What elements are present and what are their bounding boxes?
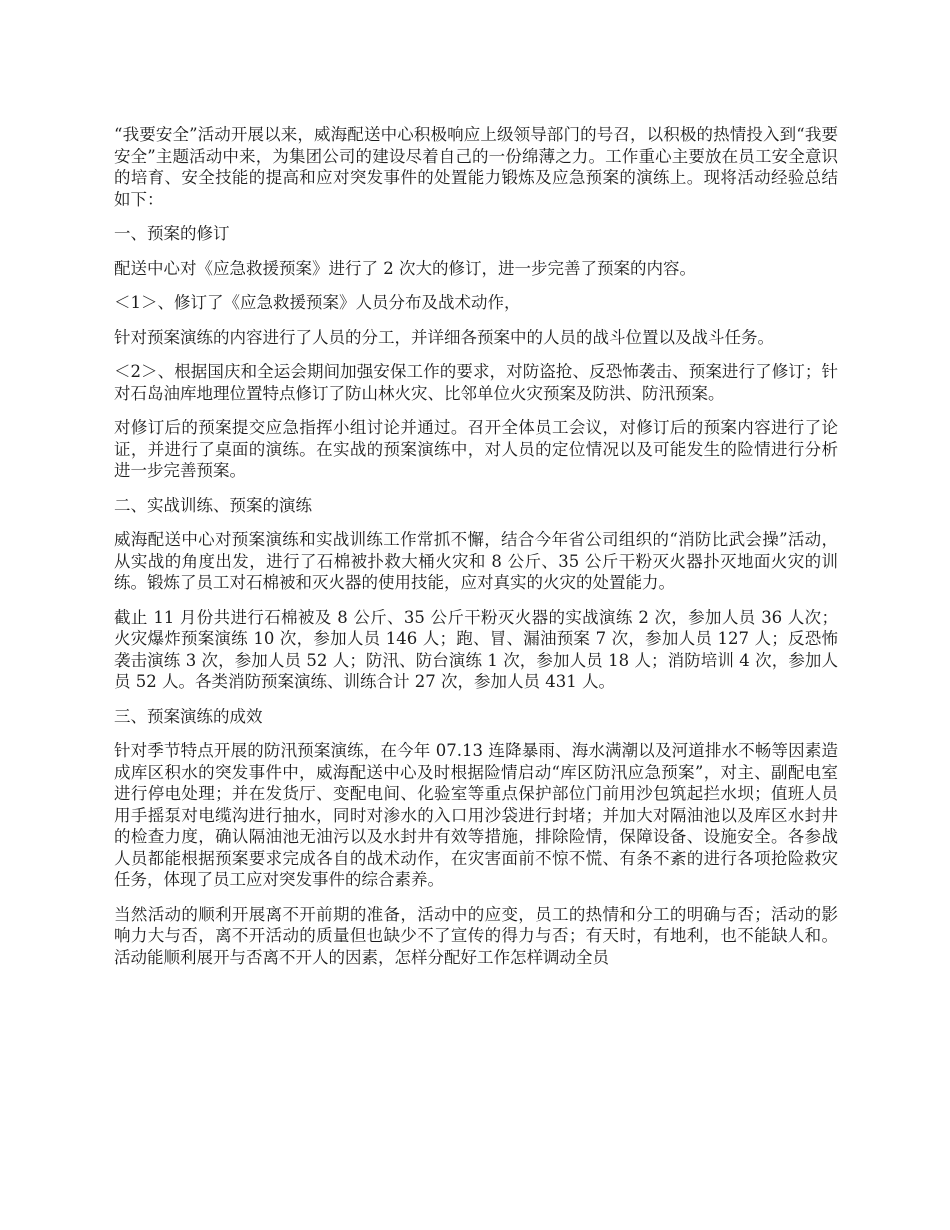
paragraph: 截止 11 月份共进行石棉被及 8 公斤、35 公斤干粉灭火器的实战演练 2 次，参加人员 36 人次；火灾爆炸预案演练 10 次，参加人员 146 人；跑、冒、漏油预案 7 次，参加人员 127 人；反恐怖袭击演练 3 次，参加人员 52 人；防汛、防台演练 1 次，参加人员 18 人；消防培训 4 次，参加人员 52 人。各类消防预案演练、训练合计 27 次，参加人员 431 人。 — [114, 607, 838, 691]
document-body — [114, 124, 838, 981]
paragraph: 针对预案演练的内容进行了人员的分工，并详细各预案中的人员的战斗位置以及战斗任务。 — [114, 327, 774, 347]
paragraph: 当然活动的顺利开展离不开前期的准备，活动中的应变，员工的热情和分工的明确与否；活动的影响力大与否，离不开活动的质量但也缺少不了宣传的得力与否；有天时，有地利，也不能缺人和。活动能顺利展开与否离不开人的因素，怎样分配好工作怎样调动全员 — [114, 904, 838, 967]
intro-paragraph: “我要安全”活动开展以来，威海配送中心积极响应上级领导部门的号召，以积极的热情投入到“我要安全”主题活动中来，为集团公司的建设尽着自己的一份绵薄之力。工作重心主要放在员工安全意识的培育、安全技能的提高和应对突发事件的处置能力锻炼及应急预案的演练上。现将活动经验总结如下： — [114, 125, 838, 209]
paragraph: 配送中心对《应急救援预案》进行了 2 次大的修订，进一步完善了预案的内容。 — [114, 258, 696, 278]
paragraph: 威海配送中心对预案演练和实战训练工作常抓不懈，结合今年省公司组织的“消防比武会操”活动，从实战的角度出发，进行了石棉被扑救大桶火灾和 8 公斤、35 公斤干粉灭火器扑灭地面火灾的训练。锻炼了员工对石棉被和灭火器的使用技能，应对真实的火灾的处置能力。 — [114, 530, 838, 592]
paragraph: ＜1＞、修订了《应急救援预案》人员分布及战术动作， — [114, 293, 521, 312]
paragraph: ＜2＞、根据国庆和全运会期间加强安保工作的要求，对防盗抢、反恐怖袭击、预案进行了修订；针对石岛油库地理位置特点修订了防山林火灾、比邻单位火灾预案及防洪、防汛预案。 — [114, 362, 838, 403]
paragraph: 对修订后的预案提交应急指挥小组讨论并通过。召开全体员工会议，对修订后的预案内容进行了论证，并进行了桌面的演练。在实战的预案演练中，对人员的定位情况以及可能发生的险情进行分析进一步完善预案。 — [114, 418, 838, 480]
paragraph: 针对季节特点开展的防汛预案演练，在今年 07.13 连降暴雨、海水满潮以及河道排水不畅等因素造成库区积水的突发事件中，威海配送中心及时根据险情启动“库区防汛应急预案”，对主、副配电室进行停电处理；并在发货厅、变配电间、化验室等重点保护部位门前用沙包筑起拦水坝；值班人员用手摇泵对电缆沟进行抽水，同时对渗水的入口用沙袋进行封堵；并加大对隔油池以及库区水封井的检查力度，确认隔油池无油污以及水封井有效等措施，排除险情，保障设备、设施安全。各参战人员都能根据预案要求完成各自的战术动作，在灾害面前不惊不慌、有条不紊的进行各项抢险救灾任务，体现了员工应对突发事件的综合素养。 — [114, 741, 838, 889]
section-heading-results: 三、预案演练的成效 — [114, 706, 263, 726]
section-heading-drills: 二、实战训练、预案的演练 — [114, 495, 312, 515]
section-heading-plan-revision: 一、预案的修订 — [114, 224, 230, 243]
